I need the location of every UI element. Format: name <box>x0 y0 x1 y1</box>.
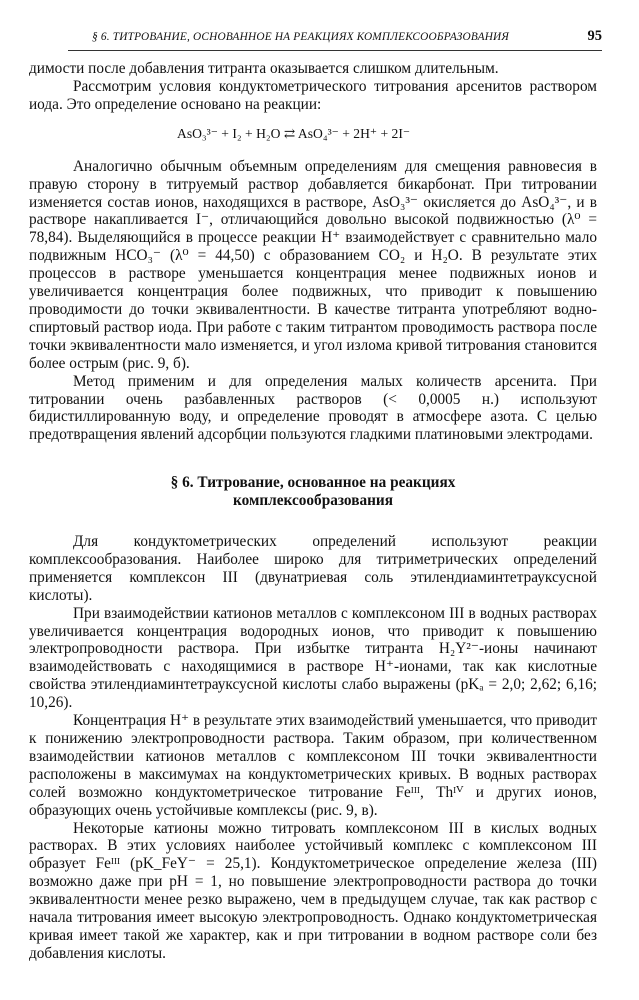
running-title: § 6. ТИТРОВАНИЕ, ОСНОВАННОЕ НА РЕАКЦИЯХ КОМПЛЕКСООБРАЗОВАНИЯ <box>92 31 510 43</box>
paragraph: Метод применим и для определения малых количеств арсенита. При титровании очень разбавленных растворов (< 0,0005 н.) используют бидистиллированную воду, и определение проводят в атмосфере азота. С целью предотвращения явлений адсорбции пользуются гладкими платиновыми электродами. <box>29 372 597 444</box>
section-heading-line: § 6. Титрование, основанное на реакциях <box>170 474 456 492</box>
page-header <box>68 28 602 51</box>
section-heading-line: комплексообразования <box>232 492 394 510</box>
paragraph: Концентрация H⁺ в результате этих взаимодействий уменьшается, что приводит к понижению электропроводности раствора. Таким образом, при количественном взаимодействии катионов металлов с комплексоном III точки эквивалентности расположены в максимумах на кондуктометрических кривых. В водных растворах солей возможно кондуктометрическое титрование Feᴵᴵᴵ, Thᴵⱽ и других ионов, образующих очень устойчивые комплексы (рис. 9, в). <box>29 712 598 819</box>
paragraph: Некоторые катионы можно титровать комплексоном III в кислых водных растворах. В этих условиях наиболее устойчивый комплекс с комплексоном III образует Feᴵᴵᴵ (pK_FeY⁻ = 25,1). Кондуктометрическое определение железа (III) возможно даже при pH = 1, но повышение электропроводности раствора до точки эквивалентности менее резко выражено, чем в предыдущем случае, так как раствор с начала титрования имеет высокую электропроводность. Однако кондуктометрическая кривая имеет такой же характер, как и при титровании в водном растворе соли без добавления кислоты. <box>29 819 597 962</box>
page-body <box>29 60 597 963</box>
page-number: 95 <box>587 28 602 44</box>
paragraph: димости после добавления титранта оказывается слишком длительным. <box>29 60 499 77</box>
paragraph: Аналогично обычным объемным определениям для смещения равновесия в правую сторону в титруемый раствор добавляется бикарбонат. При титровании изменяется состав ионов, находящихся в растворе, AsO₃³⁻ окисляется до AsO₄³⁻, и в растворе накапливается I⁻, отличающийся довольно высокой подвижностью (λ⁰ = 78,84). Выделяющийся в процессе реакции H⁺ взаимодействует с сравнительно мало подвижным HCO₃⁻ (λ⁰ = 44,50) с образованием CO₂ и H₂O. В результате этих процессов в растворе уменьшается концентрация менее подвижных ионов и увеличивается концентрация более подвижных, что приводит к повышению проводимости до точки эквивалентности. В качестве титранта употребляют водно-спиртовый раствор иода. При работе с таким титрантом проводимость раствора после точки эквивалентности мало изменяется, и угол излома кривой титрования становится более острым (рис. 9, б). <box>29 157 597 372</box>
reaction-equation: AsO₃³⁻ + I₂ + H₂O ⇄ AsO₄³⁻ + 2H⁺ + 2I⁻ <box>177 125 411 141</box>
paragraph: При взаимодействии катионов металлов с комплексоном III в водных растворах увеличивается концентрация водородных ионов, что приводит к повышению электропроводности раствора. При избытке титранта H₂Y²⁻-ионы начинают взаимодействовать с находящимися в растворе H⁺-ионами, так как кислотные свойства этилендиаминтетрауксусной кислоты слабо выражены (pKₐ = 2,0; 2,62; 6,16; 10,26). <box>29 604 597 712</box>
section-heading <box>29 474 597 510</box>
paragraph: Рассмотрим условия кондуктометрического титрования арсенитов раствором иода. Это определение основано на реакции: <box>29 77 597 113</box>
paragraph: Для кондуктометрических определений используют реакции комплексообразования. Наиболее широко для титриметрических определений применяется комплексон III (двунатриевая соль этилендиаминтетрауксусной кислоты). <box>29 533 597 604</box>
